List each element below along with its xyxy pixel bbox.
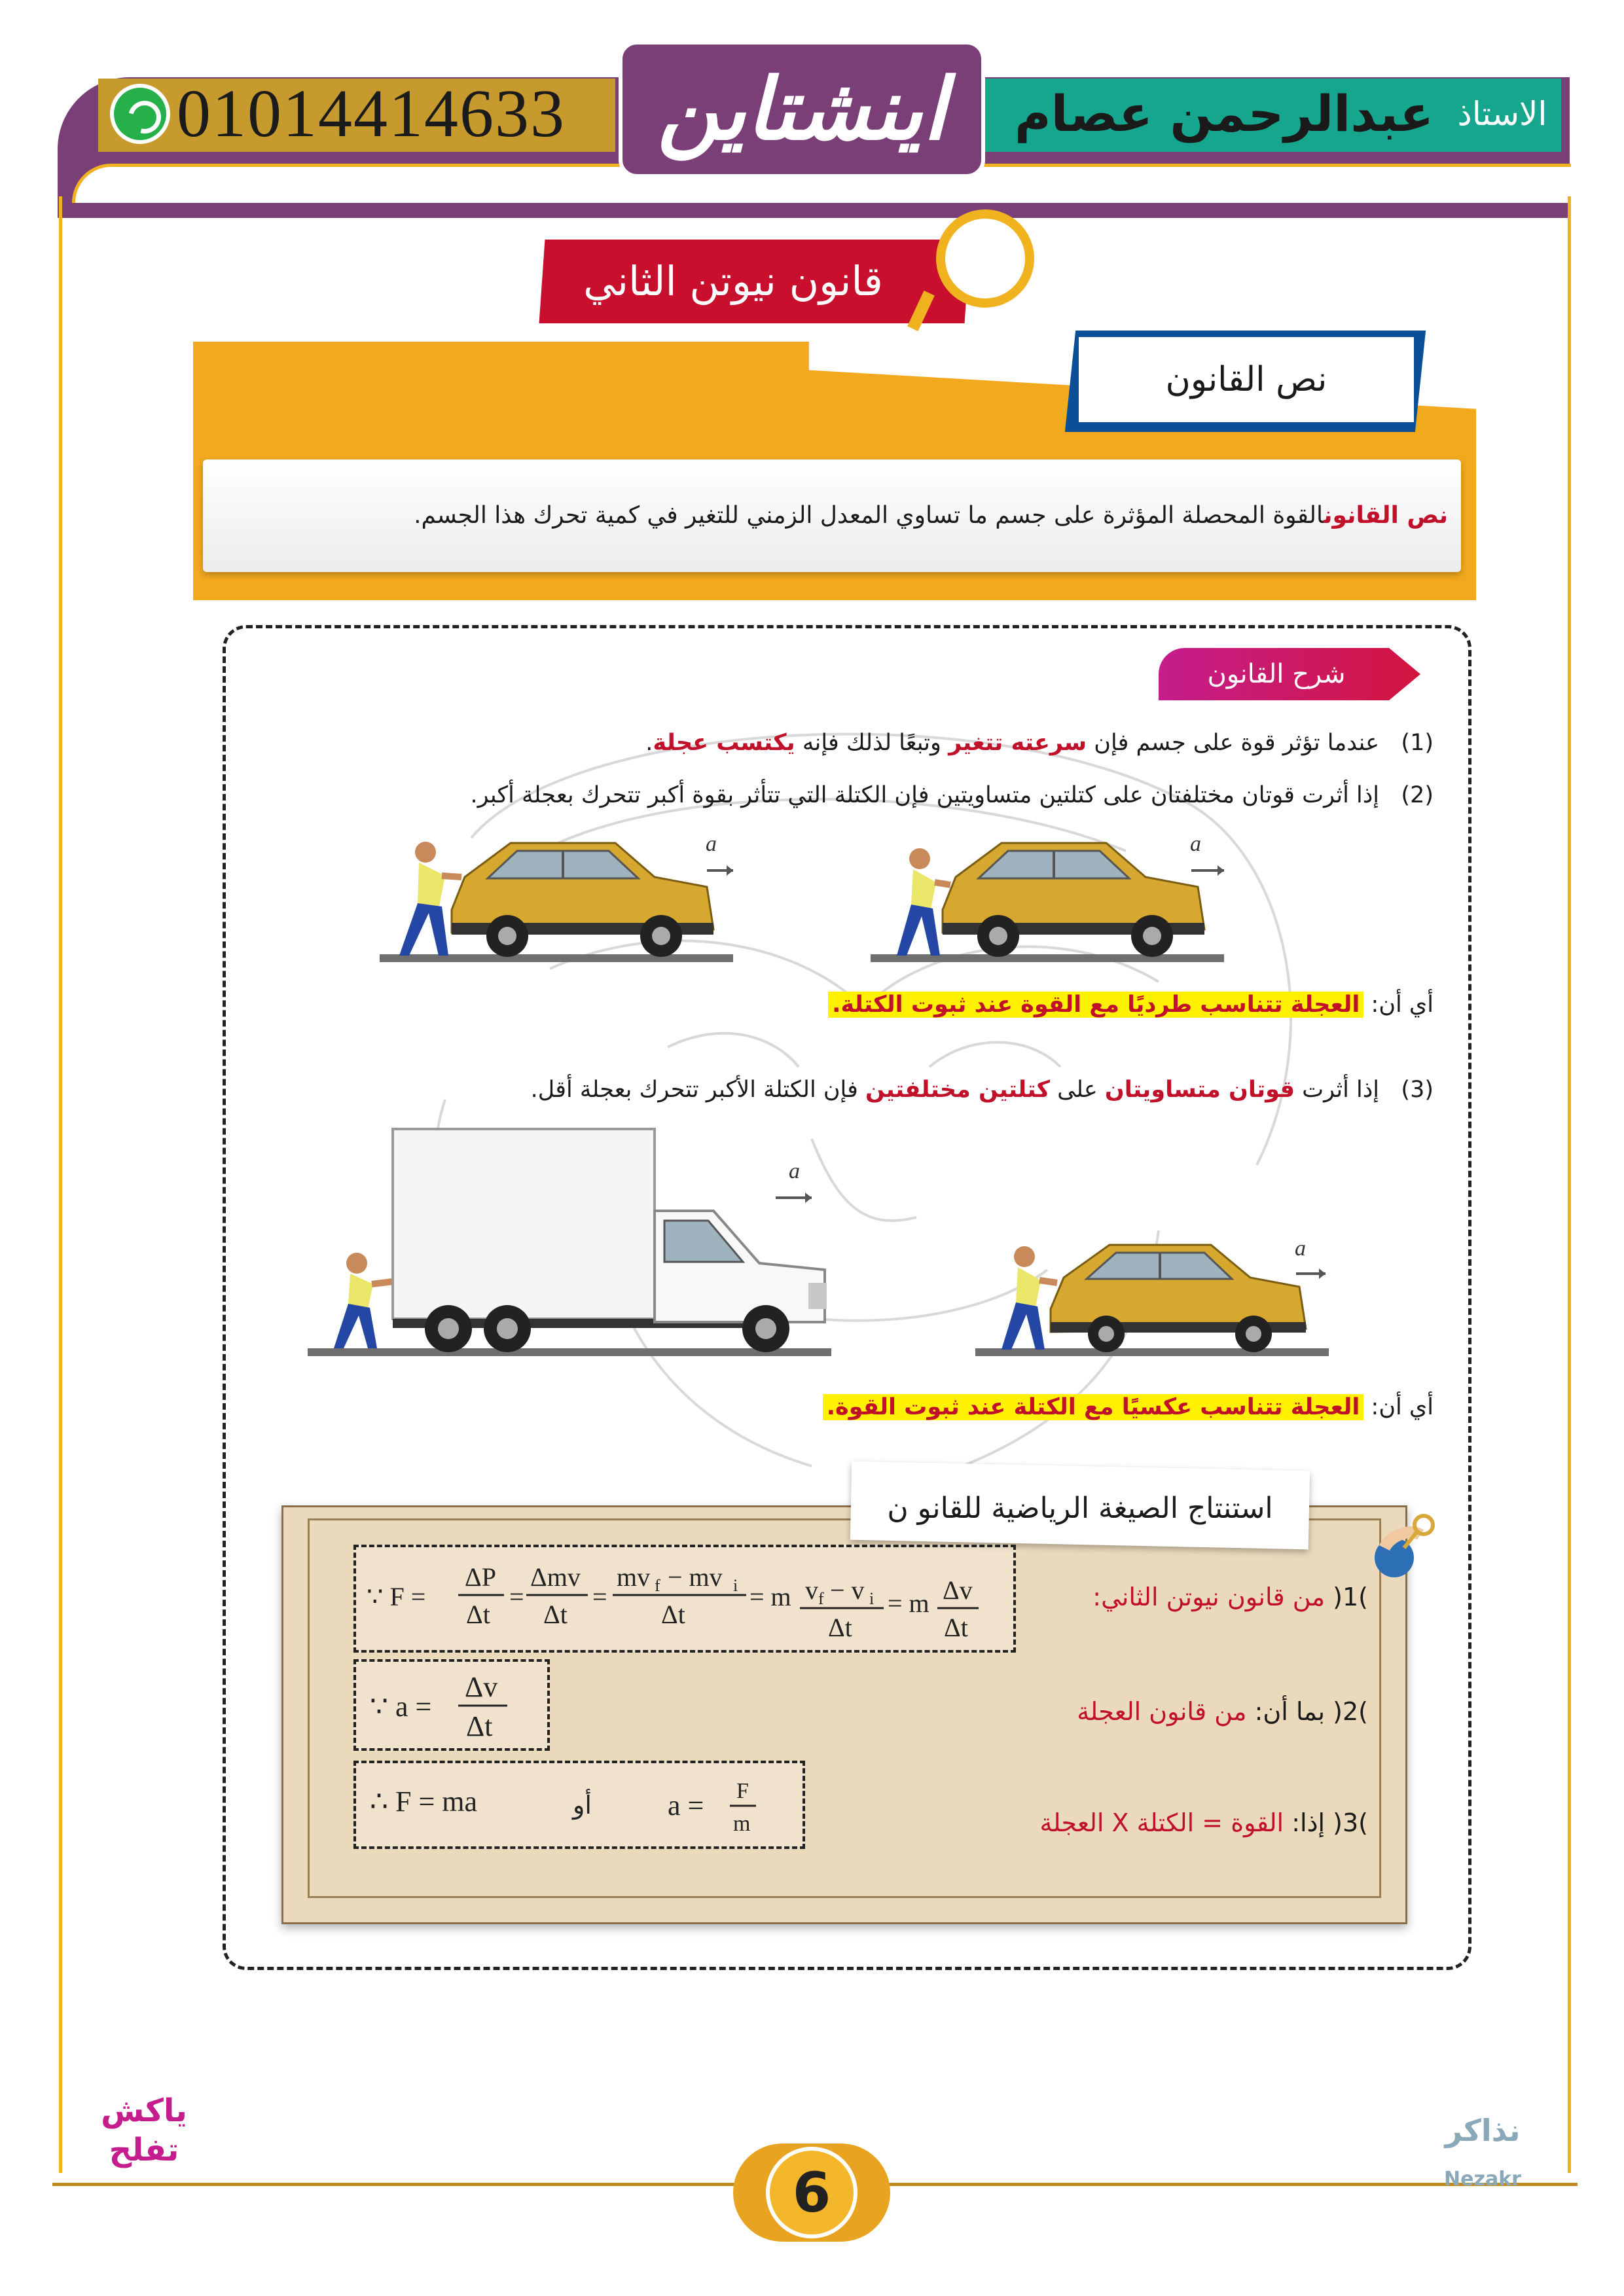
item-3-text-b: على <box>1049 1077 1105 1103</box>
person-pushing-icon <box>1001 1246 1057 1350</box>
or-text: أو <box>573 1791 592 1820</box>
page-number: 6 <box>792 2161 831 2225</box>
svg-text:Δt: Δt <box>543 1600 568 1629</box>
whatsapp-icon <box>110 84 170 144</box>
step-1-label: من قانون نيوتن الثاني: <box>1092 1583 1326 1611</box>
step-2-label: من قانون العجلة <box>1077 1697 1247 1726</box>
car-icon <box>943 843 1204 957</box>
car-scene-left <box>380 825 733 965</box>
car-icon <box>452 843 713 957</box>
person-pushing-icon <box>334 1253 393 1348</box>
svg-text:=: = <box>592 1582 607 1611</box>
svg-text:Δt: Δt <box>828 1613 852 1642</box>
formula-step-1 <box>1021 1577 1368 1617</box>
frame-left <box>59 196 62 2173</box>
conclusion-1-prefix: أي أن: <box>1371 992 1434 1018</box>
svg-text:Δt: Δt <box>661 1600 685 1629</box>
law-heading: نص القانون <box>1165 360 1327 399</box>
item-2-number: (2) <box>1401 782 1434 808</box>
item-1-end: . <box>645 730 653 756</box>
svg-text:Δv: Δv <box>943 1575 973 1605</box>
conclusion-2 <box>268 1388 1434 1427</box>
item-3-highlight-a: قوتان متساويتان <box>1104 1077 1295 1103</box>
accel-label-right: a <box>1190 832 1201 856</box>
formula-2 <box>367 1662 543 1748</box>
conclusion-2-prefix: أي أن: <box>1371 1394 1434 1420</box>
svg-text:∴ F = ma: ∴ F = ma <box>370 1785 478 1818</box>
logo-text: اينشتاين <box>657 60 947 159</box>
law-label: نص القانون <box>1323 502 1448 529</box>
svg-text:Δmv: Δmv <box>530 1562 581 1592</box>
svg-text:− v: − v <box>830 1575 865 1605</box>
step-1-number: )1( <box>1333 1583 1368 1611</box>
magnifier-icon <box>936 209 1034 308</box>
step-3-label: القوة = الكتلة X العجلة <box>1039 1808 1284 1837</box>
person-pushing-icon <box>897 848 950 956</box>
step-3-prefix: إذا: <box>1291 1808 1326 1837</box>
svg-text:i: i <box>733 1576 738 1595</box>
item-1-highlight-a: سرعته تتغير <box>948 730 1087 756</box>
item-3-text-a: إذا أثرت <box>1295 1077 1380 1103</box>
item-3-text-c: فإن الكتلة الأكبر تتحرك بعجلة أقل. <box>530 1077 866 1103</box>
formula-step-2 <box>916 1692 1368 1731</box>
car-scene-right <box>871 825 1224 965</box>
item-3-number: (3) <box>1401 1077 1434 1103</box>
svg-text:a =: a = <box>668 1789 704 1821</box>
item-1-highlight-b: يكتسب عجلة <box>653 730 795 756</box>
svg-text:v: v <box>805 1575 818 1605</box>
step-3-number: )3( <box>1333 1808 1368 1837</box>
explanation-item-3 <box>268 1070 1434 1109</box>
svg-text:Δv: Δv <box>465 1671 498 1703</box>
hand-key-icon <box>1358 1509 1437 1587</box>
svg-text:f: f <box>818 1589 824 1608</box>
accel-label-left: a <box>706 832 717 856</box>
svg-text:Δt: Δt <box>466 1710 493 1742</box>
person-pushing-icon <box>399 842 461 956</box>
conclusion-2-text: مع الكتلة عند ثبوت القوة. <box>826 1394 1122 1420</box>
conclusion-1-text: مع القوة عند ثبوت الكتلة. <box>832 992 1128 1018</box>
conclusion-1 <box>268 985 1434 1024</box>
svg-text:F: F <box>736 1779 749 1803</box>
truck-icon <box>393 1129 827 1352</box>
svg-text:ΔP: ΔP <box>465 1562 496 1592</box>
phone-number: 01014414633 <box>177 76 566 151</box>
accel-label-truck: a <box>789 1159 800 1183</box>
svg-text:mv: mv <box>617 1562 651 1592</box>
formula-step-3 <box>851 1803 1368 1842</box>
svg-text:= m: = m <box>888 1588 929 1618</box>
item-1-text-b: وتبعًا لذلك فإنه <box>795 730 949 756</box>
item-3-highlight-b: كتلتين مختلفتين <box>865 1077 1050 1103</box>
law-text: القوة المحصلة المؤثرة على جسم ما تساوي المعدل الزمني للتغير في كمية تحرك هذا الجسم. <box>414 502 1324 529</box>
item-1-number: (1) <box>1401 730 1434 756</box>
item-2-text: إذا أثرت قوتان مختلفتان على كتلتين متساويتين فإن الكتلة التي تتأثر بقوة أكبر تتحرك بعجلة أكبر. <box>470 782 1380 808</box>
svg-text:∵ F =: ∵ F = <box>367 1582 426 1611</box>
svg-text:f: f <box>655 1576 660 1595</box>
page-title: قانون نيوتن الثاني <box>583 257 883 305</box>
svg-text:Δt: Δt <box>466 1600 490 1629</box>
svg-text:∵ a =: ∵ a = <box>370 1691 432 1723</box>
teacher-name: عبدالرحمن عصام <box>1014 84 1434 143</box>
step-2-prefix: بما أن: <box>1254 1697 1326 1726</box>
conclusion-2-highlight: العجلة تتناسب عكسيًا <box>1121 1394 1360 1420</box>
explanation-item-2 <box>268 776 1434 815</box>
car-icon <box>1051 1245 1306 1352</box>
svg-text:− mv: − mv <box>668 1562 723 1592</box>
conclusion-1-highlight: العجلة تتناسب طرديًا <box>1127 992 1360 1018</box>
formula-heading: استنتاج الصيغة الرياضية للقانو ن <box>887 1492 1273 1525</box>
svg-text:Δt: Δt <box>944 1613 968 1642</box>
footer-right-brand: نذاكر <box>1445 2113 1521 2148</box>
svg-text:= m: = m <box>749 1582 791 1611</box>
formula-3 <box>367 1764 799 1846</box>
explanation-heading: شرح القانون <box>1207 659 1346 689</box>
svg-text:m: m <box>733 1812 751 1836</box>
small-car-scene <box>975 1230 1329 1361</box>
item-1-text-a: عندما تؤثر قوة على جسم فإن <box>1087 730 1380 756</box>
svg-text:=: = <box>509 1582 524 1611</box>
accel-label-small-car: a <box>1295 1236 1306 1261</box>
footer-right-brand-latin: Nezakr <box>1444 2168 1521 2191</box>
footer-left-brand: ياكش تفلح <box>101 2092 187 2168</box>
svg-text:i: i <box>869 1589 875 1608</box>
teacher-prefix: الاستاذ <box>1457 95 1547 133</box>
law-statement <box>223 484 1448 547</box>
formula-1 <box>367 1548 1008 1649</box>
step-2-number: )2( <box>1333 1697 1368 1726</box>
explanation-item-1 <box>268 723 1434 762</box>
frame-right <box>1568 196 1571 2173</box>
truck-scene <box>308 1113 831 1361</box>
